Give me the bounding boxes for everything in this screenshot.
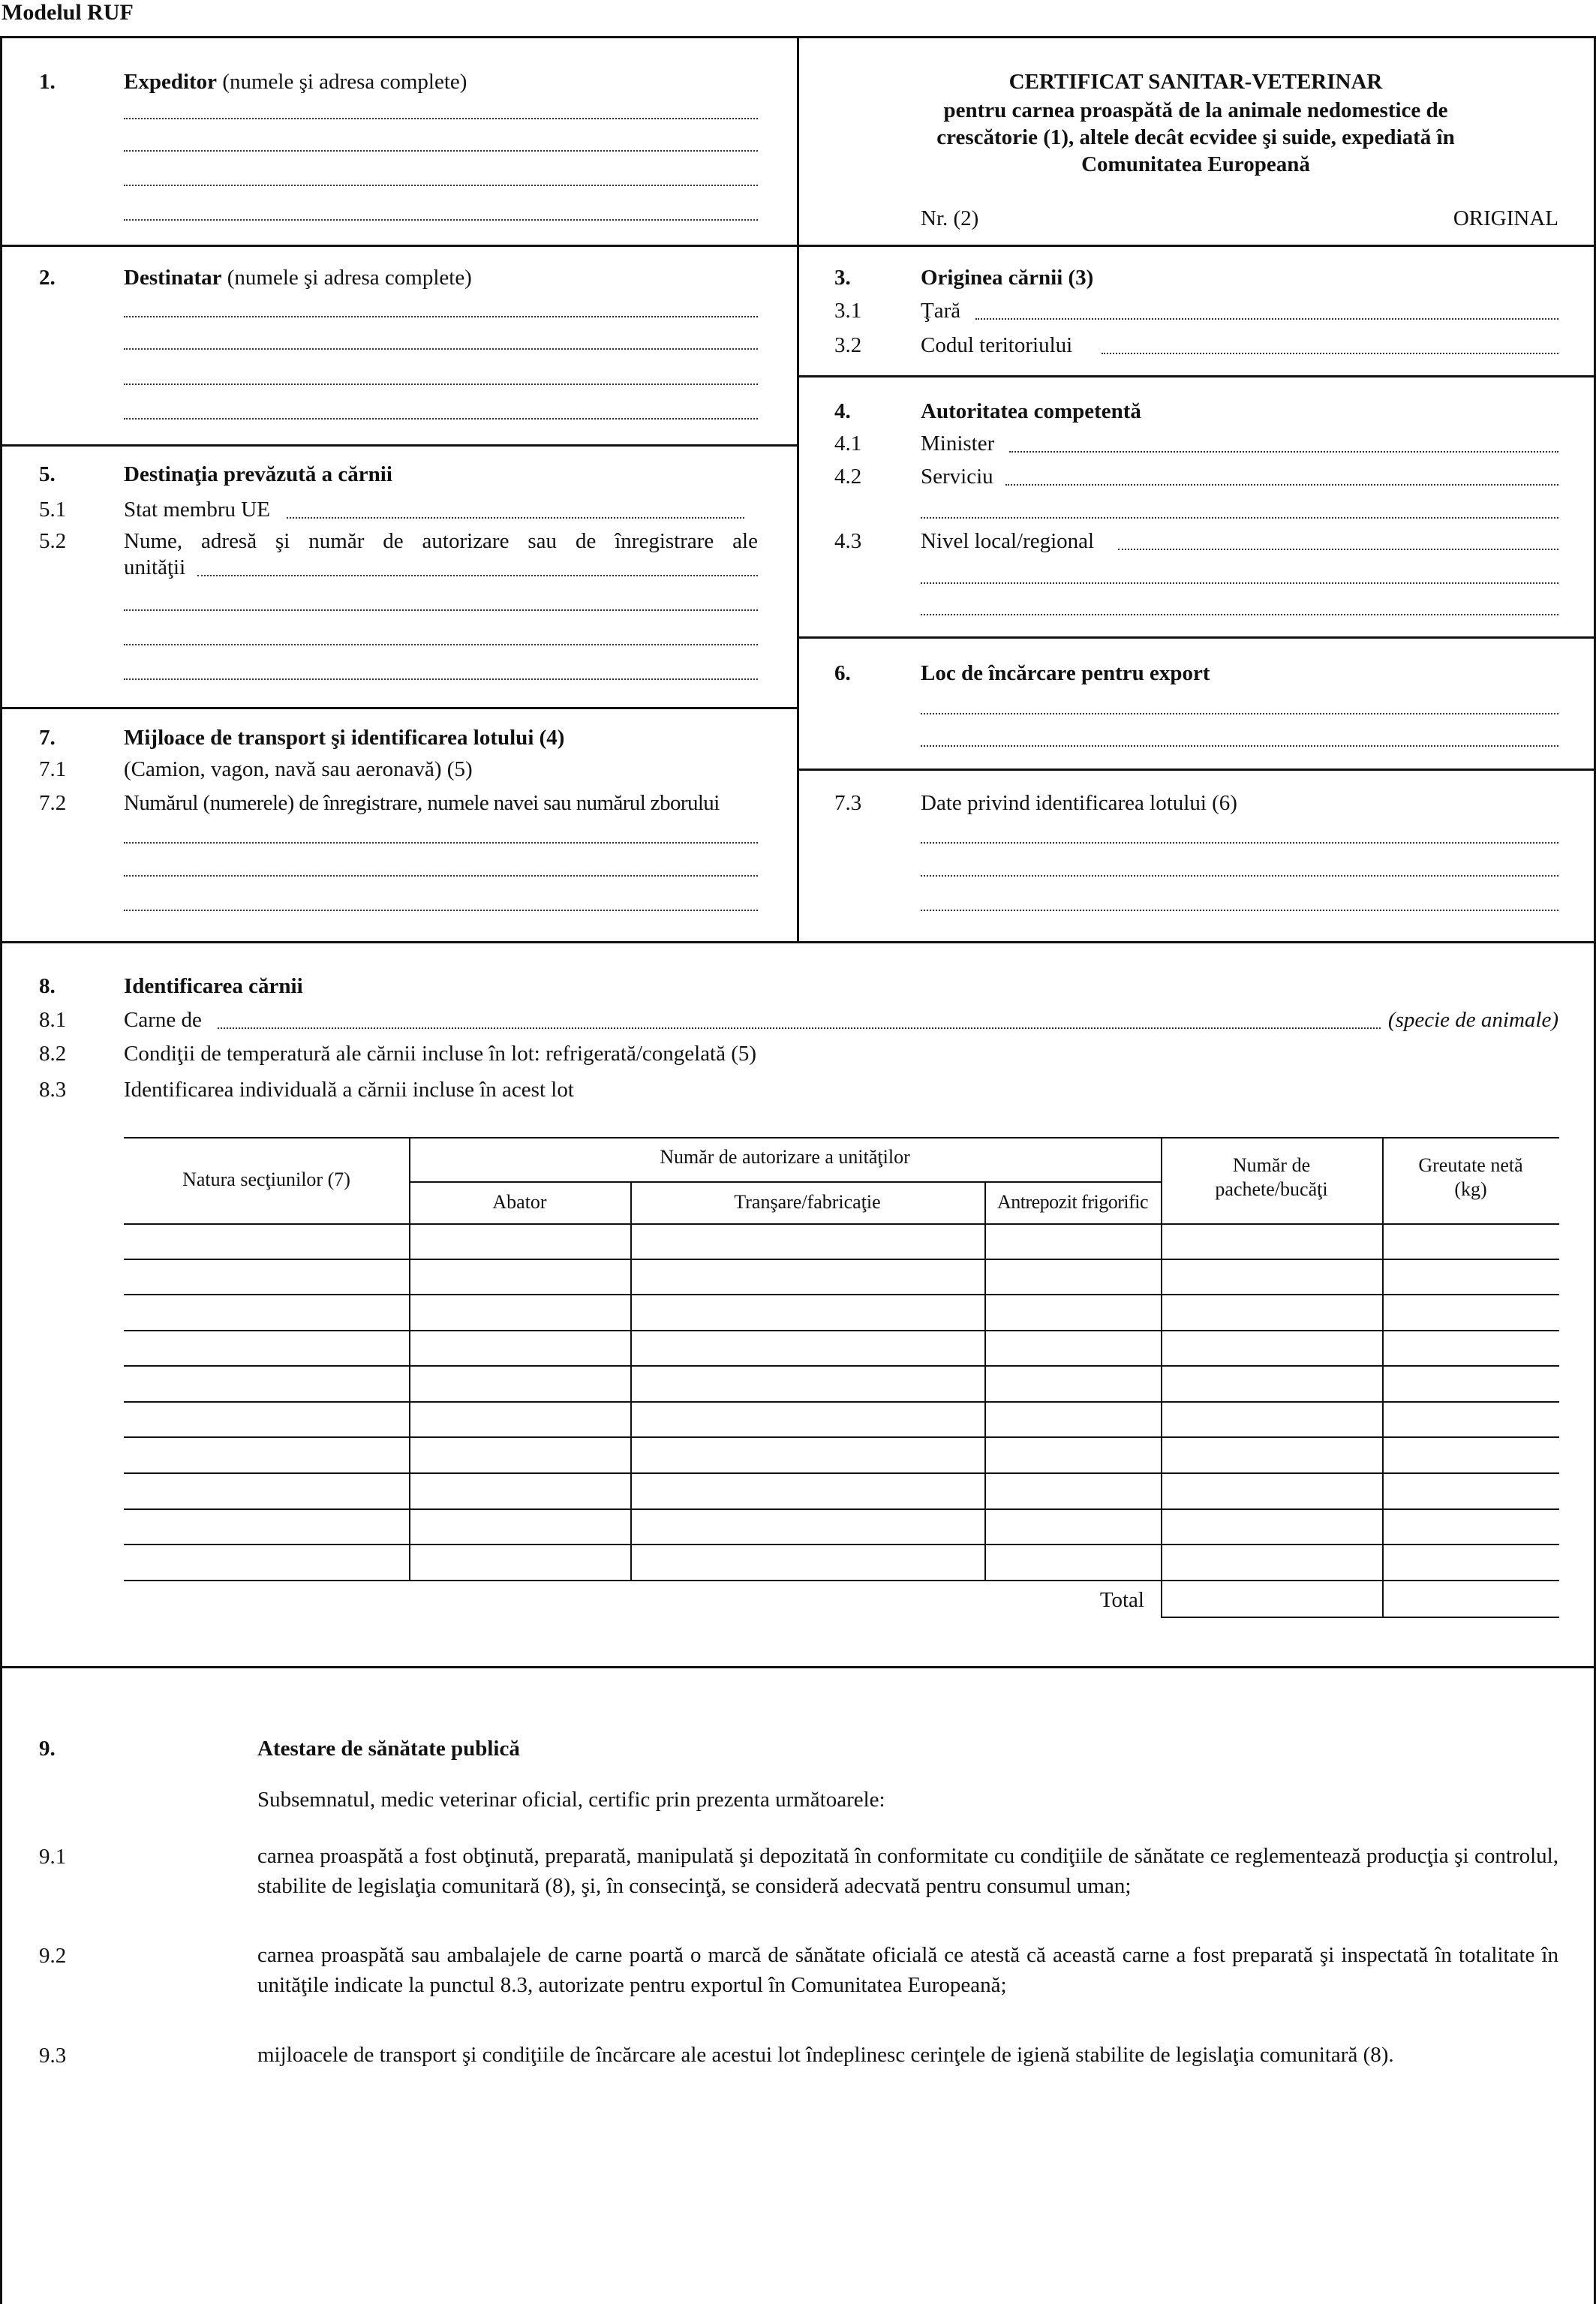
s3-1-field[interactable] <box>975 318 1558 320</box>
s1-heading <box>124 69 467 95</box>
s6-fill-line[interactable] <box>921 745 1558 747</box>
s8-1-field[interactable] <box>218 1027 1381 1029</box>
cert-original-label: ORIGINAL <box>1453 206 1558 230</box>
s8-1-label: Carne de <box>124 1008 202 1032</box>
divider-5-7 <box>0 707 798 709</box>
s5-number: 5. <box>39 462 56 486</box>
s7-3-field[interactable] <box>921 842 1558 844</box>
table-row[interactable] <box>124 1436 1559 1438</box>
s8-3-label: Identificarea individuală a cărnii incluse în acest lot <box>124 1078 574 1102</box>
s7-3-field[interactable] <box>921 910 1558 911</box>
s4-3-number: 4.3 <box>834 529 862 553</box>
s8-number: 8. <box>39 974 56 998</box>
s9-2-number: 9.2 <box>39 1944 67 1968</box>
model-label: Modelul RUF <box>2 0 134 25</box>
table-row[interactable] <box>124 1472 1559 1474</box>
col-header-pachete-1: Număr de <box>1232 1154 1311 1176</box>
s2-heading <box>124 265 472 290</box>
s8-1-number: 8.1 <box>39 1008 67 1032</box>
table-col-divider <box>1161 1137 1162 1618</box>
s1-number: 1. <box>39 70 56 94</box>
s6-fill-line[interactable] <box>921 713 1558 714</box>
s1-fill-line[interactable] <box>124 150 758 152</box>
cert-title-line4: Comunitatea Europeană <box>1081 152 1310 176</box>
s7-2-field[interactable] <box>124 875 758 877</box>
table-col-divider <box>984 1181 986 1581</box>
s5-1-label: Stat membru UE <box>124 498 270 522</box>
s7-2-label: Numărul (numerele) de înregistrare, numele navei sau numărul zborului <box>124 791 720 815</box>
s5-2-number: 5.2 <box>39 529 67 553</box>
s1-title: Expeditor <box>124 70 218 94</box>
s3-number: 3. <box>834 266 851 290</box>
s5-2-field-extra[interactable] <box>124 678 758 680</box>
frame-left <box>0 36 2 2304</box>
s4-3-field-extra[interactable] <box>921 614 1558 615</box>
divider-6-73 <box>797 769 1594 771</box>
s9-number: 9. <box>39 1737 56 1761</box>
s4-3-field-extra[interactable] <box>921 582 1558 584</box>
table-row[interactable] <box>124 1580 1559 1581</box>
table-subheader-border <box>409 1181 1161 1183</box>
s7-2-field[interactable] <box>124 910 758 911</box>
s4-1-number: 4.1 <box>834 432 862 456</box>
s7-2-number: 7.2 <box>39 791 67 815</box>
col-header-antrepozit: Antrepozit frigorific <box>996 1191 1149 1213</box>
s5-2-field-extra[interactable] <box>124 644 758 645</box>
s2-subtitle: (numele şi adresa complete) <box>227 266 472 290</box>
divider-3-4 <box>797 375 1594 377</box>
s7-number: 7. <box>39 726 56 750</box>
s7-1-label: (Camion, vagon, navă sau aeronavă) (5) <box>124 757 473 781</box>
table-total-row[interactable] <box>1161 1617 1559 1618</box>
s9-3-number: 9.3 <box>39 2044 67 2068</box>
s9-3-text: mijloacele de transport şi condiţiile de încărcare ale acestui lot îndeplinesc cerinţele de igienă stabilite de legislaţia comunitară (8). <box>257 2043 1394 2067</box>
s3-1-number: 3.1 <box>834 299 862 323</box>
col-header-abator: Abator <box>492 1191 547 1213</box>
s9-1-number: 9.1 <box>39 1845 67 1869</box>
s9-2-text: carnea proaspătă sau ambalajele de carne poartă o marcă de sănătate oficială ce atestă că această carne a fost preparată şi inspectată în totalitate în unităţile indicate la punctul 8.3, autorizate pentru exportul în Comunitatea Europeană; <box>257 1943 1558 1997</box>
table-row[interactable] <box>124 1401 1559 1403</box>
s4-1-field[interactable] <box>1009 451 1558 453</box>
col-header-natura: Natura secţiunilor (7) <box>182 1169 350 1190</box>
table-row[interactable] <box>124 1330 1559 1331</box>
divider-4-6 <box>797 636 1594 639</box>
s2-fill-line[interactable] <box>124 383 758 385</box>
s5-1-field[interactable] <box>287 517 744 519</box>
s7-3-field[interactable] <box>921 875 1558 877</box>
s4-2-number: 4.2 <box>834 465 862 489</box>
s8-2-label: Condiţii de temperatură ale cărnii incluse în lot: refrigerată/congelată (5) <box>124 1042 757 1066</box>
divider-8 <box>0 941 1594 943</box>
cert-number-label: Nr. (2) <box>921 206 979 230</box>
s2-fill-line[interactable] <box>124 348 758 350</box>
s5-2-label: Nume, adresă şi număr de autorizare sau de înregistrare ale <box>124 529 758 553</box>
s6-number: 6. <box>834 661 851 685</box>
table-col-divider <box>630 1181 632 1581</box>
s4-2-label: Serviciu <box>921 465 993 489</box>
s4-title: Autoritatea competentă <box>921 399 1141 423</box>
s7-title: Mijloace de transport şi identificarea lotului (4) <box>124 726 565 750</box>
s3-2-field[interactable] <box>1102 353 1558 354</box>
s4-3-label: Nivel local/regional <box>921 529 1095 553</box>
divider-2-5 <box>0 444 798 447</box>
col-header-pachete-2: pachete/bucăţi <box>1215 1178 1328 1200</box>
s7-3-number: 7.3 <box>834 791 862 815</box>
row-divider-1 <box>0 245 1594 247</box>
s1-subtitle: (numele şi adresa complete) <box>222 70 467 94</box>
s5-2-field-extra[interactable] <box>124 609 758 611</box>
table-col-divider <box>1382 1137 1384 1618</box>
s5-2-field[interactable] <box>197 575 758 576</box>
s3-1-label: Ţară <box>921 299 961 323</box>
col-header-authorization: Număr de autorizare a unităţilor <box>660 1146 910 1168</box>
s7-2-field[interactable] <box>124 842 758 844</box>
s1-fill-line[interactable] <box>124 118 758 119</box>
s9-title: Atestare de sănătate publică <box>257 1737 520 1761</box>
s3-title: Originea cărnii (3) <box>921 266 1094 290</box>
s9-intro: Subsemnatul, medic veterinar oficial, certific prin prezenta următoarele: <box>257 1788 885 1812</box>
s9-1-text: carnea proaspătă a fost obţinută, preparată, manipulată şi depozitată în conformitate cu condiţiile de sănătate ce reglementează producţia şi controlul, stabilite de legislaţia comunitară (8), şi, în consecinţă, se consideră adecvată pentru consumul uman; <box>257 1844 1558 1898</box>
s2-number: 2. <box>39 266 56 290</box>
s8-1-species-note: (specie de animale) <box>1387 1008 1558 1032</box>
s4-2-field-extra[interactable] <box>921 517 1558 519</box>
s5-title: Destinaţia prevăzută a cărnii <box>124 462 392 486</box>
s6-title: Loc de încărcare pentru export <box>921 661 1210 685</box>
s2-title: Destinatar <box>124 266 222 290</box>
col-header-transare: Tranşare/fabricaţie <box>734 1191 881 1213</box>
cert-title-line2: pentru carnea proaspătă de la animale nedomestice de <box>943 98 1448 122</box>
table-total-label: Total <box>1099 1588 1144 1612</box>
s8-2-number: 8.2 <box>39 1042 67 1066</box>
s1-fill-line[interactable] <box>124 185 758 186</box>
table-row[interactable] <box>124 1259 1559 1260</box>
table-header-bottom <box>124 1223 1559 1225</box>
s1-fill-line[interactable] <box>124 219 758 221</box>
table-row[interactable] <box>124 1365 1559 1367</box>
table-top-border <box>124 1137 1559 1138</box>
cert-title-line1: CERTIFICAT SANITAR-VETERINAR <box>1008 70 1383 94</box>
s4-3-field[interactable] <box>1118 549 1558 550</box>
col-header-greutate-1: Greutate netă <box>1418 1154 1523 1176</box>
table-row[interactable] <box>124 1508 1559 1510</box>
s3-2-number: 3.2 <box>834 333 862 357</box>
s3-2-label: Codul teritoriului <box>921 333 1073 357</box>
col-header-greutate-2: (kg) <box>1454 1178 1487 1200</box>
table-row[interactable] <box>124 1294 1559 1295</box>
s5-2-label-cont: unităţii <box>124 555 186 579</box>
s5-1-number: 5.1 <box>39 498 67 522</box>
s8-title: Identificarea cărnii <box>124 974 303 998</box>
s4-number: 4. <box>834 399 851 423</box>
s4-1-label: Minister <box>921 432 995 456</box>
s2-fill-line[interactable] <box>124 316 758 317</box>
s8-3-number: 8.3 <box>39 1078 67 1102</box>
s4-2-field[interactable] <box>1005 484 1558 486</box>
s7-3-label: Date privind identificarea lotului (6) <box>921 791 1237 815</box>
cert-title-line3: crescătorie (1), altele decât ecvidee şi suide, expediată în <box>936 125 1455 149</box>
divider-9 <box>0 1666 1594 1668</box>
s2-fill-line[interactable] <box>124 418 758 420</box>
table-row[interactable] <box>124 1544 1559 1545</box>
s7-1-number: 7.1 <box>39 757 67 781</box>
